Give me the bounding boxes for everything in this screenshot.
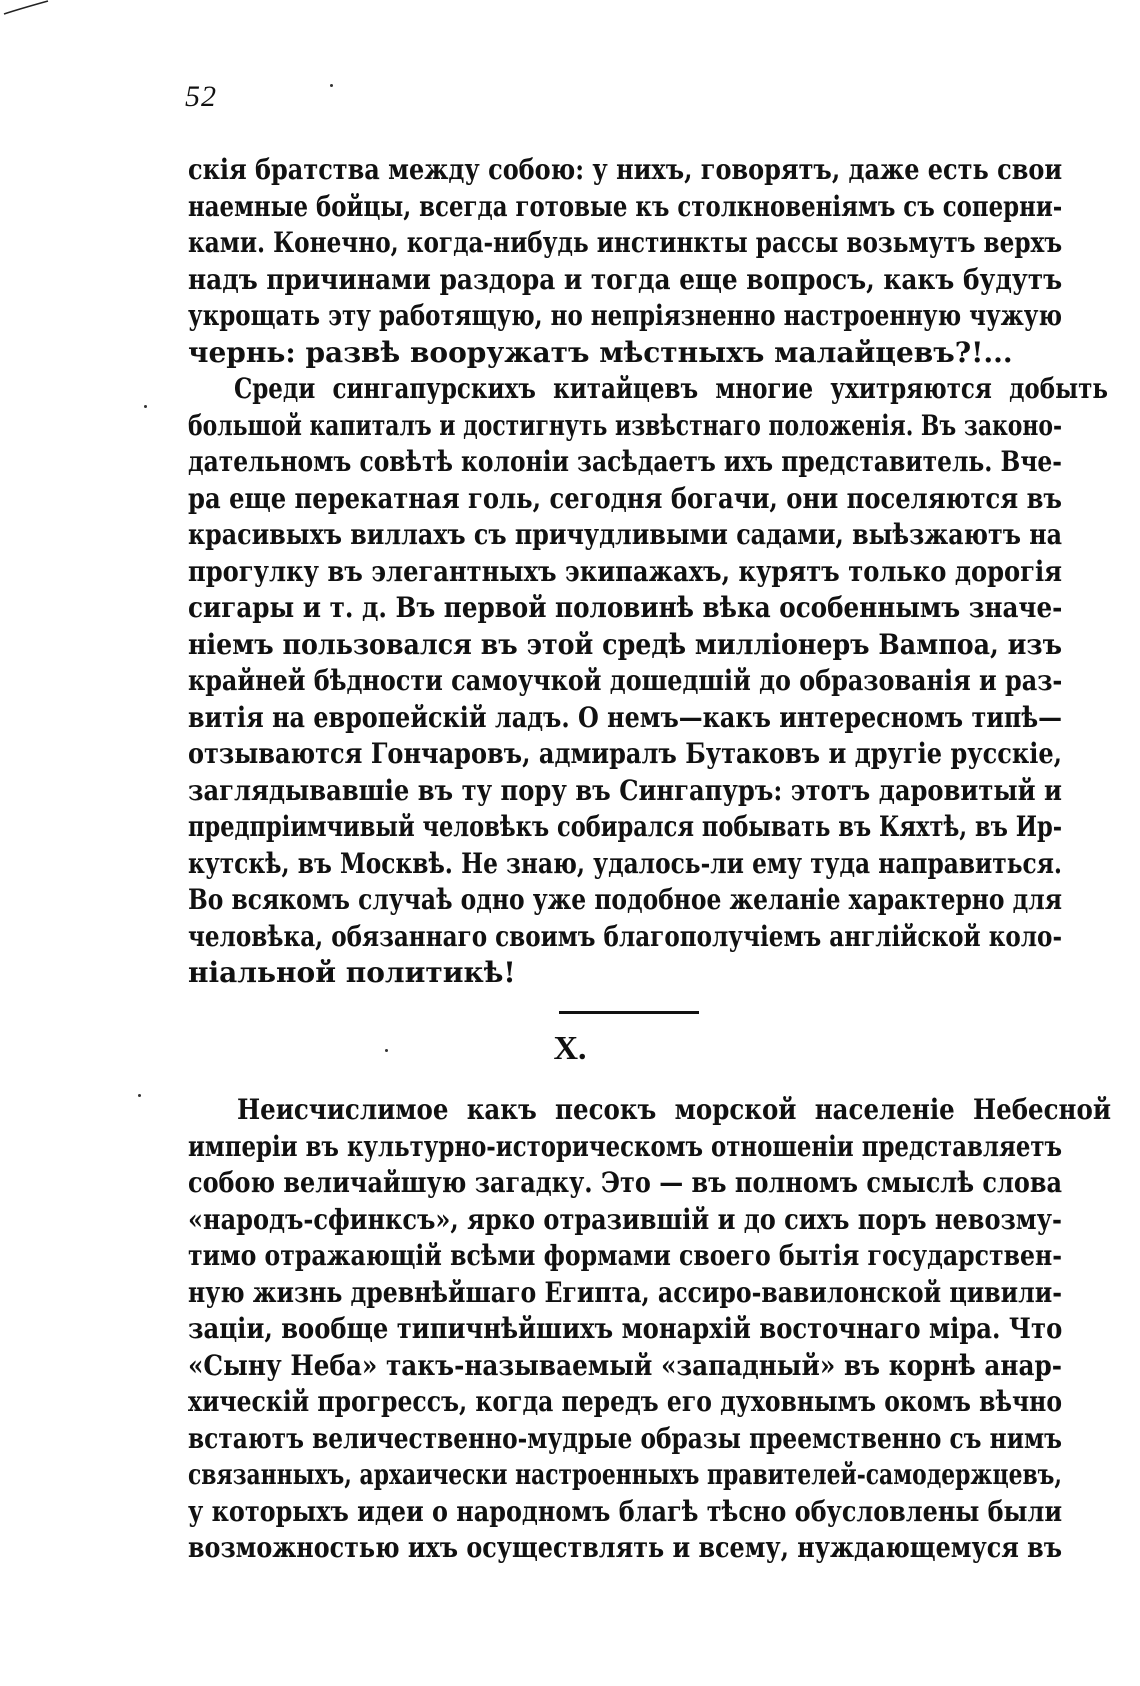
text-line: тимо отражающій всѣми формами своего бытія государствен- [188, 1239, 1062, 1272]
text-line: ра еще перекатная голь, сегодня богачи, они поселяются въ [188, 481, 1063, 515]
text-line: дательномъ совѣтѣ колоніи засѣдаетъ ихъ представитель. Вче- [188, 445, 1062, 478]
text-line: чернь: развѣ вооружатъ мѣстныхъ малайцевъ?!... [188, 335, 1013, 369]
pen-stroke-mark [2, 0, 52, 16]
paragraph-block-bottom [188, 1092, 1111, 1567]
section-heading: X. [553, 1030, 587, 1067]
text-line: крайней бѣдности самоучкой дошедшій до образованія и раз- [188, 664, 1063, 697]
text-line: скія братства между собою: у нихъ, говорятъ, даже есть свои [188, 153, 1063, 186]
text-line: встаютъ величественно-мудрые образы преемственно съ нимъ [188, 1421, 1062, 1455]
text-line: Во всякомъ случаѣ одно уже подобное желаніе характерно для [188, 883, 1062, 916]
text-line: укрощать эту работящую, но непріязненно настроенную чужую [188, 299, 1062, 332]
text-line: Неисчислимое какъ песокъ морской населеніе Небесной [236, 1093, 1111, 1126]
print-speck [385, 1049, 388, 1052]
text-line: собою величайшую загадку. Это — въ полномъ смыслѣ слова [188, 1166, 1062, 1199]
section-divider-rule [559, 1011, 699, 1014]
text-line: прогулку въ элегантныхъ экипажахъ, курятъ только дорогія [188, 554, 1062, 588]
text-line: надъ причинами раздора и тогда еще вопросъ, какъ будутъ [188, 262, 1063, 296]
text-line: красивыхъ виллахъ съ причудливыми садами, выѣзжаютъ на [188, 518, 1063, 551]
text-line: кутскѣ, въ Москвѣ. Не знаю, удалось-ли ему туда направиться. [188, 846, 1062, 880]
text-line: имперіи въ культурно-историческомъ отношеніи представляетъ [188, 1129, 1062, 1163]
text-line: возможностью ихъ осуществлять и всему, нуждающемуся въ [188, 1531, 1062, 1564]
text-line: у которыхъ идеи о народномъ благѣ тѣсно обусловлены были [188, 1494, 1063, 1528]
text-line: ками. Конечно, когда-нибудь инстинкты рассы возьмутъ верхъ [188, 226, 1063, 259]
print-speck [138, 1094, 141, 1097]
text-line: «народъ-сфинксъ», ярко отразившій и до сихъ поръ невозму- [188, 1202, 1062, 1236]
text-line: ніемъ пользовался въ этой средѣ милліонеръ Вампоа, изъ [188, 627, 1062, 661]
text-line: связанныхъ, архаически настроенныхъ правителей-самодержцевъ, [188, 1458, 1062, 1491]
text-line: заціи, вообще типичнѣйшихъ монархій восточнаго міра. Что [188, 1312, 1063, 1345]
print-speck [144, 405, 147, 408]
text-line: ніальной политикѣ! [188, 956, 516, 989]
page-number: 52 [185, 80, 217, 113]
text-line: ную жизнь древнѣйшаго Египта, ассиро-вавилонской цивили- [188, 1275, 1062, 1309]
text-line: витія на европейскій ладъ. О немъ—какъ интересномъ типѣ— [188, 700, 1062, 734]
text-line: большой капиталъ и достигнуть извѣстнаго положенія. Въ законо- [188, 408, 1063, 442]
text-line: человѣка, обязаннаго своимъ благополучіемъ англійской коло- [188, 919, 1063, 953]
text-line: предпріимчивый человѣкъ собирался побывать въ Кяхтѣ, въ Ир- [188, 810, 1063, 843]
text-line: Среди сингапурскихъ китайцевъ многие ухитряются добыть [233, 372, 1108, 405]
print-speck [330, 84, 333, 87]
paragraph-block-top [188, 152, 1108, 992]
text-line: заглядывавшіе въ ту пору въ Сингапуръ: этотъ даровитый и [188, 773, 1062, 807]
text-line: отзываются Гончаровъ, адмиралъ Бутаковъ и другіе русскіе, [188, 737, 1062, 770]
text-line: хическій прогрессъ, когда передъ его духовнымъ окомъ вѣчно [188, 1385, 1062, 1418]
text-line: наемные бойцы, всегда готовые къ столкновеніямъ съ соперни- [188, 189, 1063, 223]
text-line: «Сыну Неба» такъ-называемый «западный» въ корнѣ анар- [188, 1348, 1062, 1382]
text-line: сигары и т. д. Въ первой половинѣ вѣка особеннымъ значе- [188, 591, 1063, 624]
